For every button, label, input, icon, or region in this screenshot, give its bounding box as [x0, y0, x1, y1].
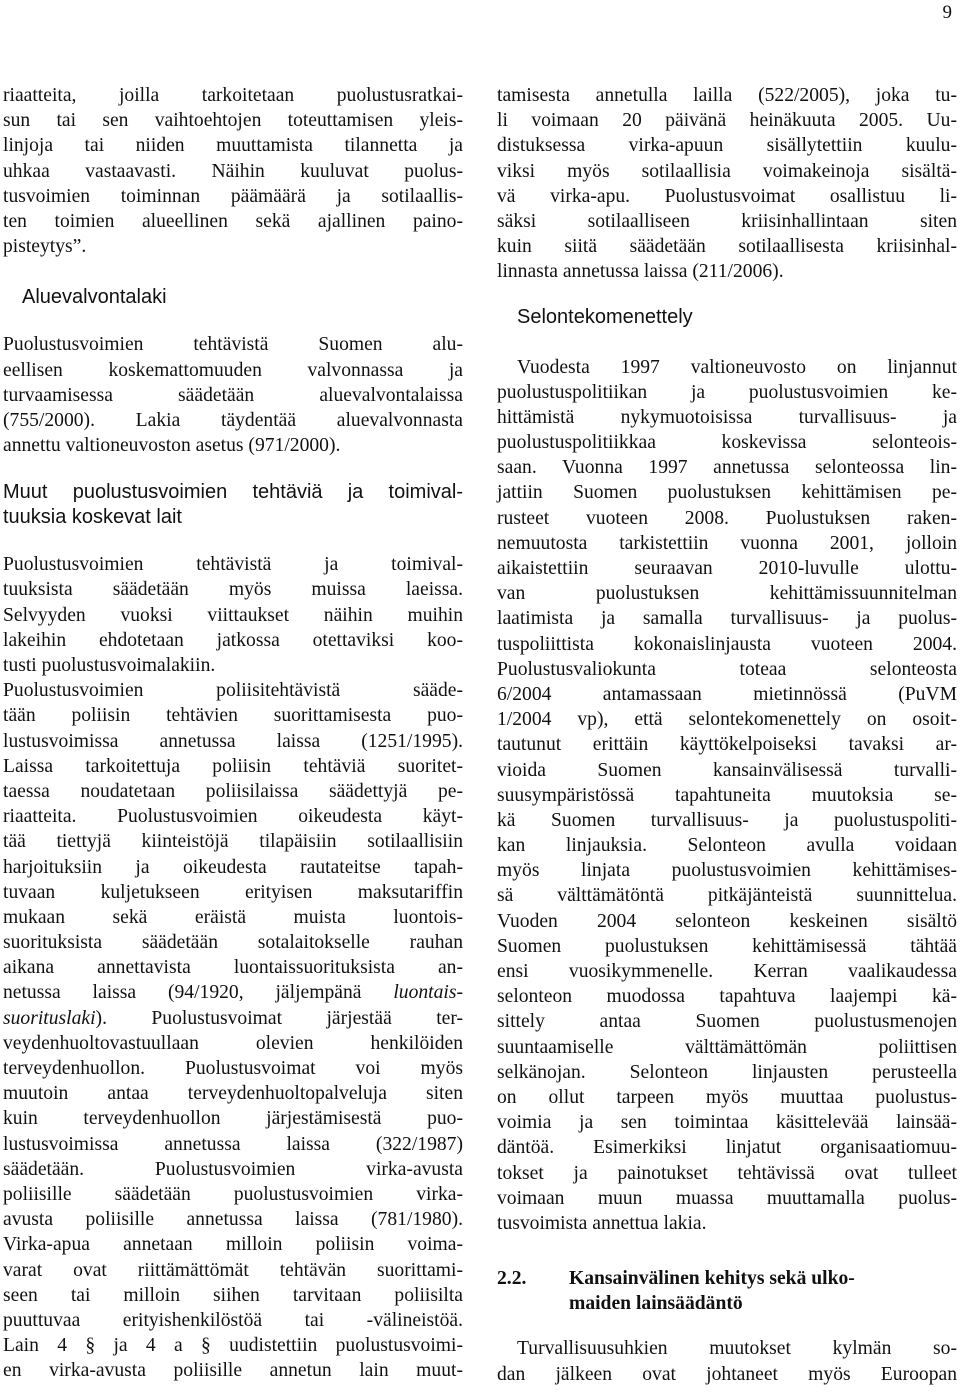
- text-line: riaatteita, joilla tarkoitetaan puolustusratkai-: [3, 85, 463, 106]
- heading-selontekomenettely: Selontekomenettely: [517, 305, 693, 328]
- text-line: li voimaan 20 päivänä heinäkuuta 2005. Uu-: [497, 110, 957, 132]
- section-title-line: Kansainvälinen kehitys sekä ulko-: [569, 1268, 855, 1290]
- text-line: ten toimien alueellinen sekä ajallinen paino-: [3, 210, 463, 232]
- text-line: selonteon muodossa tapahtuva laajempi kä-: [497, 986, 957, 1008]
- text-line: puolustuspolitiikkaa koskevissa selonteois-: [497, 432, 957, 454]
- text-line: van puolustuksen kehittämissuunnitelman: [497, 583, 957, 605]
- text-line: Selvyyden vuoksi viittaukset näihin muihin: [3, 604, 463, 626]
- text-line: distuksessa virka-apuun sisällytettiin kuulu-: [497, 135, 957, 157]
- heading-aluevalvontalaki: Aluevalvontalaki: [22, 286, 167, 309]
- text-line: en virka-avusta poliisille annetun lain muut-: [3, 1360, 463, 1382]
- text-line: voimia ja sen toimintaa käsittelevää lainsää-: [497, 1112, 957, 1134]
- text-line: tautunut erittäin käyttökelpoiseksi tavaksi ar-: [497, 734, 957, 756]
- text-line-italic-a: netussa laissa (94/1920, jäljempänä luontais-: [3, 982, 463, 1004]
- text-line: selkänojan. Selonteon linjausten perusteella: [497, 1061, 957, 1083]
- text-line: riaatteita. Puolustusvoimien oikeudesta käyt-: [3, 806, 463, 828]
- text-line: suorituksista säädetään sotalaitokselle rauhan: [3, 932, 463, 954]
- section-title-line: maiden lainsäädäntö: [569, 1293, 743, 1315]
- text-line: vioida Suomen kansainvälisessä turvalli-: [497, 759, 957, 781]
- section-heading: [497, 1266, 957, 1316]
- text-line: tää tiettyjä kiinteistöjä tilapäisiin sotilaallisiin: [3, 831, 463, 853]
- text-line: uhkaa vastaavasti. Näihin kuuluvat puolus-: [3, 160, 463, 182]
- text-line: Puolustusvaliokunta toteaa selonteosta: [497, 658, 957, 680]
- page-number: 9: [942, 2, 952, 23]
- text-line: linjoja tai niiden muuttamista tilannetta ja: [3, 135, 463, 157]
- paragraph-muut-2: [3, 678, 463, 1383]
- text-line: rusteet vuoteen 2008. Puolustuksen raken-: [497, 507, 957, 529]
- paragraph-selonte: [497, 355, 957, 1237]
- text-line: Lain 4 § ja 4 a § uudistettiin puolustusvoimi-: [3, 1335, 463, 1357]
- text-line: saan. Vuonna 1997 annetussa selonteossa lin-: [497, 457, 957, 479]
- text-line: myös linjata puolustusvoimien kehittämises-: [497, 860, 957, 882]
- text-line: tään poliisin tehtävien suorittamisesta puo-: [3, 705, 463, 727]
- text-line: kan linjauksia. Selonteon avulla voidaan: [497, 835, 957, 857]
- right-column: [497, 83, 957, 1387]
- text-line: kä Suomen turvallisuus- ja puolustuspoliti-: [497, 809, 957, 831]
- text-line: veydenhuoltovastuullaan olevien henkilöiden: [3, 1032, 463, 1054]
- text-line: poliisille säädetään puolustusvoimien virka-: [3, 1183, 463, 1205]
- text-line: lustusvoimissa annetussa laissa (1251/1995).: [3, 730, 463, 752]
- text-line: harjoituksiin ja oikeudesta rautateitse tapah-: [3, 856, 463, 878]
- text-line: linnasta annetussa laissa (211/2006).: [497, 261, 784, 283]
- text-line: tuuksista säädetään myös muissa laeissa.: [3, 579, 463, 601]
- italic-term: luontais-: [393, 982, 463, 1004]
- text-line: dan jälkeen ovat johtaneet myös Euroopan: [497, 1363, 957, 1385]
- text-line: seen tai milloin siihen tarvitaan poliisilta: [3, 1284, 463, 1306]
- text-line: Puolustusvoimien tehtävistä ja toimival-: [3, 554, 463, 576]
- text-line: muutoin antaa terveydenhuoltopalveluja siten: [3, 1083, 463, 1105]
- text-line: lakeihin ehdotetaan jatkossa otettaviksi koo-: [3, 629, 463, 651]
- text-line: Turvallisuusuhkien muutokset kylmän so-: [517, 1338, 957, 1360]
- text-line: däntöä. Esimerkiksi linjatut organisaatiomuu-: [497, 1137, 957, 1159]
- text-line: tuspoliittista kokonaislinjausta vuoteen 2004.: [497, 633, 957, 655]
- text-line: terveydenhuollon. Puolustusvoimat voi myös: [3, 1058, 463, 1079]
- italic-term: suorituslaki: [3, 1007, 96, 1029]
- text-line: 1/2004 vp), että selontekomenettely on osoit-: [497, 709, 957, 731]
- text-line: kuin terveydenhuollon järjestämisestä puo-: [3, 1108, 463, 1130]
- heading-muut-lait: [3, 480, 463, 530]
- text-line: suuntaamiselle välttämättömän poliittisen: [497, 1036, 957, 1058]
- heading-line: tuuksia koskevat lait: [3, 506, 182, 529]
- text-line: Virka-apua annetaan milloin poliisin voima-: [3, 1234, 463, 1256]
- text-line: laatimista ja samalla turvallisuus- ja puolus-: [497, 608, 957, 630]
- text-line: säksi sotilaalliseen kriisinhallintaan siten: [497, 210, 957, 232]
- text-line: aikana annettavista luontaissuorituksista an-: [3, 957, 463, 979]
- paragraph-section: [497, 1336, 957, 1386]
- text-line: voimaan muun muassa muuttamalla puolus-: [497, 1187, 957, 1209]
- text-line: eellisen koskemattomuuden valvonnassa ja: [3, 359, 463, 381]
- text-line: tusti puolustusvoimalakiin.: [3, 655, 216, 676]
- text-line: puolustuspolitiikan ja puolustusvoimien ke-: [497, 381, 957, 403]
- text-line: avusta poliisille annetussa laissa (781/1980).: [3, 1209, 463, 1231]
- text-line: Vuodesta 1997 valtioneuvosto on linjannut: [517, 356, 957, 378]
- text-line: 6/2004 antamassaan mietinnössä (PuVM: [497, 683, 957, 705]
- text-line: tuvaan kuljetukseen erityisen maksutariffin: [3, 881, 463, 903]
- text-line: Puolustusvoimien tehtävistä Suomen alu-: [3, 334, 463, 356]
- text-line: annettu valtioneuvoston asetus (971/2000).: [3, 435, 341, 457]
- text-line: tokset ja painotukset tehtävissä ovat tulleet: [497, 1162, 957, 1184]
- text-line: lustusvoimissa annetussa laissa (322/1987): [3, 1133, 463, 1155]
- text-line: sittely antaa Suomen puolustusmenojen: [497, 1011, 957, 1033]
- text-line: aikaistettiin seuraavan 2010-luvulle ulottu-: [497, 558, 957, 579]
- text-line: sä välttämätöntä pitkäjänteistä suunnittelua.: [497, 885, 957, 907]
- text-line: mukaan sekä eräistä muista luontois-: [3, 906, 463, 928]
- left-column: [3, 83, 463, 1383]
- text-line: tusvoimien toiminnan päämäärä ja sotilaallis-: [3, 185, 463, 207]
- text-line: (755/2000). Lakia täydentää aluevalvonnasta: [3, 409, 463, 431]
- text-line: varat ovat riittämättömät tehtävän suorittami-: [3, 1259, 463, 1281]
- section-number: 2.2.: [497, 1268, 527, 1290]
- text-line: nemuutosta tarkistettiin vuonna 2001, jolloin: [497, 532, 957, 554]
- text-line: puuttuvaa erityishenkilöstöä tai -välineistöä.: [3, 1309, 463, 1331]
- text-line: pisteytys”.: [3, 236, 87, 258]
- text-line: hittämistä nykymuotoisissa turvallisuus- ja: [497, 406, 957, 428]
- text-line: on ollut tarpeen myös muuttaa puolustus-: [497, 1086, 957, 1108]
- text-line: säädetään. Puolustusvoimien virka-avusta: [3, 1158, 463, 1180]
- heading-line: Muut puolustusvoimien tehtäviä ja toimival-: [3, 481, 463, 504]
- text-line: tusvoimista annettua lakia.: [497, 1212, 707, 1234]
- paragraph-muut-1: [3, 552, 463, 678]
- text-line: suusympäristössä tapahtuneita muutoksia se-: [497, 784, 957, 806]
- text-line: Suomen puolustuksen kehittämisessä tähtää: [497, 935, 957, 957]
- text-line: kuin siitä säädetään sotilaallisesta kriisinhal-: [497, 236, 957, 258]
- section-title: [569, 1266, 957, 1316]
- paragraph-intro-left: [3, 83, 463, 259]
- paragraph-intro-right: [497, 83, 957, 285]
- text-line: Puolustusvoimien poliisitehtävistä sääde-: [3, 680, 463, 702]
- text-line: vä virka-apu. Puolustusvoimat osallistuu li-: [497, 185, 957, 207]
- text-line: sun tai sen vaihtoehtojen toteuttamisen yleis-: [3, 110, 463, 132]
- text-line: Laissa tarkoitettuja poliisin tehtäviä suoritet-: [3, 755, 463, 777]
- text-line: tamisesta annetulla lailla (522/2005), joka tu-: [497, 85, 957, 106]
- paragraph-aluevalvonta: [3, 332, 463, 458]
- text-line: jattiin Suomen puolustuksen kehittämisen pe-: [497, 482, 957, 504]
- text-line: viksi myös sotilaallisia voimakeinoja sisältä-: [497, 160, 957, 182]
- text-line: Vuoden 2004 selonteon keskeinen sisältö: [497, 910, 957, 932]
- text-line-italic-b: suorituslaki). Puolustusvoimat järjestää ter-: [3, 1007, 463, 1029]
- text-line: turvaamisessa säädetään aluevalvontalaissa: [3, 384, 463, 406]
- text-line: taessa noudatetaan poliisilaissa säädettyjä pe-: [3, 780, 463, 802]
- text-line: ensi vuosikymmenelle. Kerran vaalikaudessa: [497, 961, 957, 982]
